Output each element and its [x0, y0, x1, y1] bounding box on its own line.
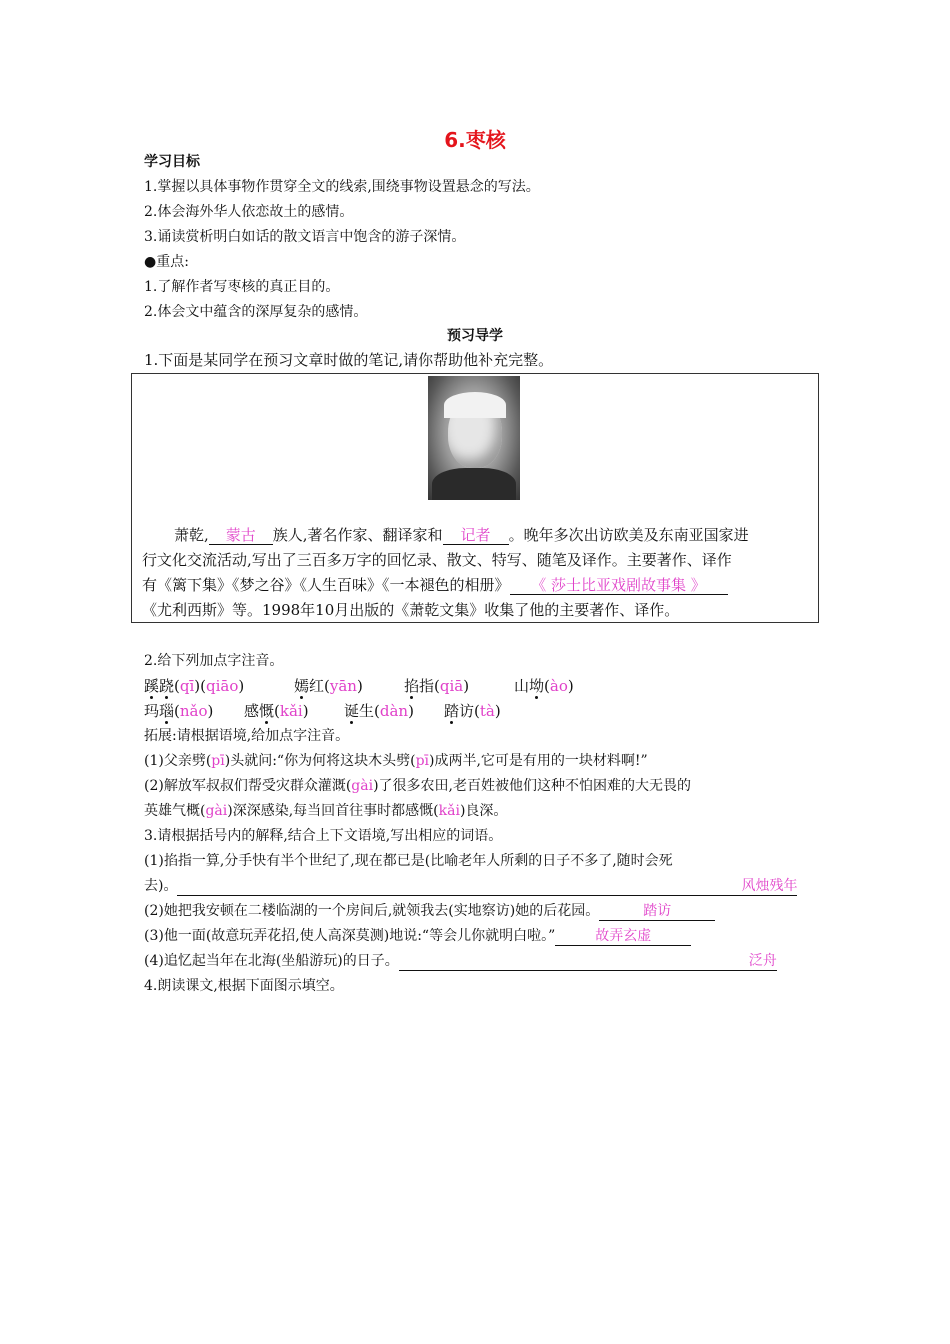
- pinyin-item: 山坳(ào): [514, 677, 574, 695]
- pinyin-item: 蹊跷(qī)(qiāo): [144, 677, 245, 695]
- goal-item-2: 2.体会海外华人依恋故土的感情。: [144, 204, 354, 220]
- answer-3-2: 踏访: [599, 902, 715, 921]
- key-point-1: 1.了解作者写枣核的真正目的。: [144, 279, 340, 295]
- key-point-2: 2.体会文中蕴含的深厚复杂的感情。: [144, 304, 368, 320]
- question-3-item-3: (3)他一面(故意玩弄花招,使人高深莫测)地说:“等会儿你就明白啦。” 故弄玄虚: [144, 926, 691, 946]
- extension-heading: 拓展:请根据语境,给加点字注音。: [144, 728, 350, 744]
- question-3-item-4: (4)追忆起当年在北海(坐船游玩)的日子。 泛舟: [144, 953, 777, 969]
- extension-item-2: (2)解放军叔叔们帮受灾群众灌溉(gài)了很多农田,老百姓被他们这种不怕困难的大无畏的: [144, 778, 692, 794]
- question-3-item-2: (2)她把我安顿在二楼临湖的一个房间后,就领我去(实地察访)她的后花园。 踏访: [144, 901, 715, 921]
- preview-heading: 预习导学: [447, 328, 503, 344]
- author-note-box: [131, 373, 819, 623]
- pinyin-item: 诞生(dàn): [344, 702, 414, 720]
- bio-line-3: 有《篱下集》《梦之谷》《人生百味》《一本褪色的相册》 《 莎士比亚戏剧故事集 》: [142, 574, 728, 596]
- bio-line-1: 萧乾, 蒙古 族人,著名作家、翻译家和 记者 。晚年多次出访欧美及东南亚国家进: [174, 526, 749, 544]
- goal-item-1: 1.掌握以具体事物作贯穿全文的线索,围绕事物设置悬念的写法。: [144, 179, 540, 195]
- question-3-heading: 3.请根据括号内的解释,结合上下文语境,写出相应的词语。: [144, 828, 503, 844]
- answer-3-3: 故弄玄虚: [555, 927, 691, 946]
- answer-3-1: 风烛残年: [177, 877, 797, 896]
- bio-line-2: 行文化交流活动,写出了三百多万字的回忆录、散文、特写、随笔及译作。主要著作、译作: [142, 551, 732, 569]
- pinyin-item: 感慨(kǎi): [244, 702, 309, 720]
- answer-profession: 记者: [443, 526, 509, 545]
- pinyin-item: 踏访(tà): [444, 702, 501, 720]
- pinyin-item: 嫣红(yān): [294, 677, 363, 695]
- answer-ethnicity: 蒙古: [209, 526, 273, 545]
- goal-item-3: 3.诵读赏析明白如话的散文语言中饱含的游子深情。: [144, 229, 466, 245]
- answer-3-4: 泛舟: [399, 952, 777, 971]
- question-2-heading: 2.给下列加点字注音。: [144, 653, 284, 669]
- goals-heading: 学习目标: [144, 154, 200, 170]
- pinyin-row-2: [144, 701, 544, 721]
- question-3-item-1-cont: 去)。 风烛残年: [144, 878, 798, 894]
- pinyin-item: 掐指(qiā): [404, 677, 470, 695]
- pinyin-row-1: [144, 676, 614, 696]
- question-3-item-1: (1)掐指一算,分手快有半个世纪了,现在都已是(比喻老年人所剩的日子不多了,随时会死: [144, 853, 673, 869]
- question-1: 1.下面是某同学在预习文章时做的笔记,请你帮助他补充完整。: [144, 351, 554, 369]
- pinyin-item: 玛瑙(nǎo): [144, 702, 214, 720]
- page-title: 6.枣核: [444, 128, 506, 152]
- extension-item-2-cont: 英雄气概(gài)深深感染,每当回首往事时都感慨(kǎi)良深。: [144, 803, 508, 819]
- extension-item-1: (1)父亲劈(pī)头就问:“你为何将这块木头劈(pī)成两半,它可是有用的一块材料啊!”: [144, 753, 648, 769]
- answer-book-title: 《 莎士比亚戏剧故事集 》: [510, 576, 728, 595]
- question-4: 4.朗读课文,根据下面图示填空。: [144, 978, 344, 994]
- author-photo: [428, 376, 520, 500]
- bio-line-4: 《尤利西斯》等。1998年10月出版的《萧乾文集》收集了他的主要著作、译作。: [142, 601, 680, 619]
- key-points-label: ●重点:: [144, 254, 189, 270]
